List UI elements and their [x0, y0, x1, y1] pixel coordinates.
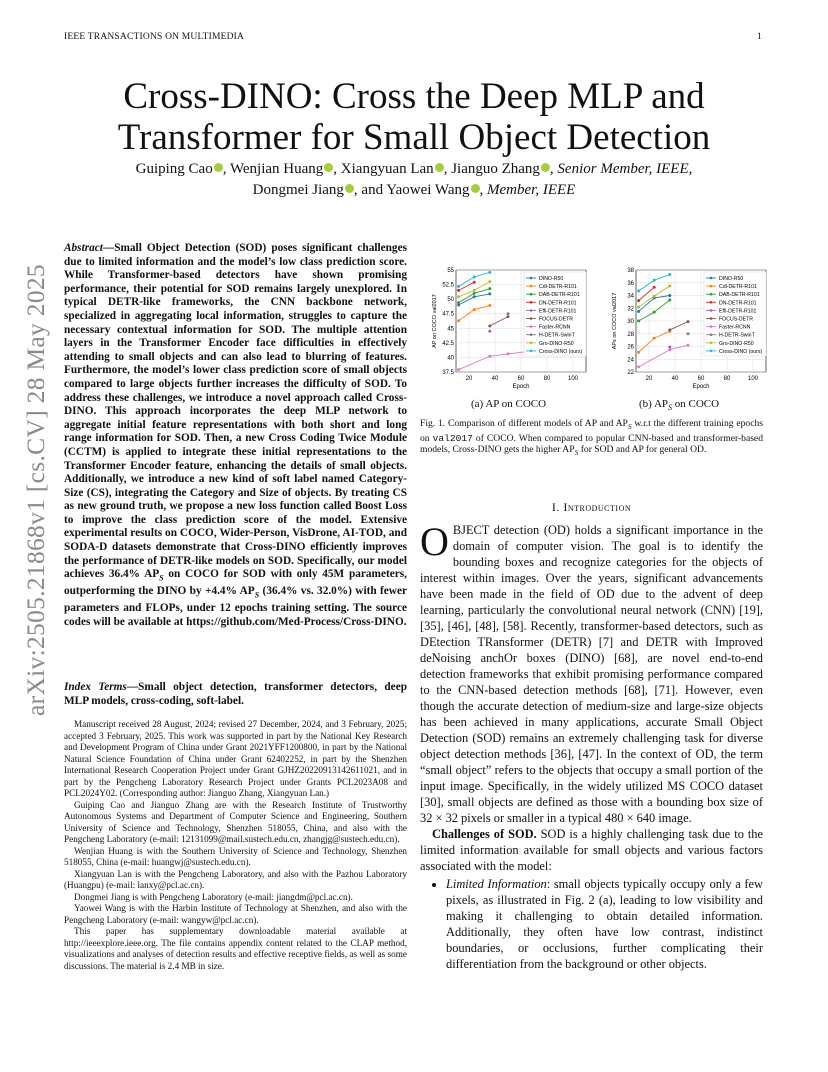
data-point [488, 304, 491, 307]
subscript: S [668, 403, 673, 413]
y-tick-label: 28 [627, 331, 634, 338]
data-point [687, 344, 690, 347]
abstract-label: Abstract [64, 242, 103, 254]
section-heading: I. Introduction [551, 500, 632, 514]
caption-text: w.r.t the different training epochs on [420, 418, 763, 444]
data-point [653, 311, 656, 314]
legend-marker [710, 293, 713, 296]
author-name: Xiangyuan Lan [340, 161, 434, 177]
author-name: Yaowei Wang [386, 182, 470, 198]
chart-aps [612, 268, 766, 390]
data-point [473, 289, 476, 292]
y-tick-label: 55 [447, 268, 454, 274]
author-name: Dongmei Jiang [252, 182, 344, 198]
x-axis-label: Epoch [512, 384, 530, 390]
data-point [457, 301, 460, 304]
legend-marker [710, 285, 713, 288]
data-point [473, 308, 476, 311]
caption-text: for SOD and AP for general OD. [578, 444, 707, 456]
data-point [653, 295, 656, 298]
abstract-text: (36.4% vs. 32.0%) with fewer parameters and FLOPs, under 12 epochs training setting. The source codes will be available at https://github.com/Med-Process/Cross-DINO. [64, 585, 407, 628]
data-point [488, 324, 491, 327]
legend-entry: Effi-DETR-R101 [719, 308, 757, 315]
legend-marker [710, 301, 713, 304]
y-tick-label: 37.5 [442, 370, 454, 376]
data-point [637, 320, 640, 323]
data-point [457, 319, 460, 322]
legend-entry: DN-DETR-R101 [719, 300, 757, 307]
y-tick-label: 36 [627, 280, 634, 287]
subscript: S [254, 590, 260, 600]
subscript: S [627, 421, 632, 431]
footnote: Wenjian Huang is with the Southern University of Science and Technology, Shenzhen 518055, China (e-mail: huangwj@sustech.edu.cn). [64, 845, 407, 867]
x-tick-label: 80 [723, 376, 731, 382]
subscript: S [159, 573, 164, 583]
series-line [639, 331, 670, 352]
footnote: Yaowei Wang is with the Harbin Institute of Technology at Shenzhen, and also with the Pengcheng Laboratory (e-mail: wangyw@pcl.ac.cn). [64, 903, 407, 925]
arxiv-stamp: arXiv:2505.21868v1 [cs.CV] 28 May 2025 [21, 264, 50, 716]
series-line [639, 345, 688, 367]
data-point [507, 315, 510, 318]
legend-entry: H-DETR-SwinT [719, 332, 755, 339]
data-point [653, 279, 656, 282]
legend-marker [530, 277, 533, 280]
orcid-icon[interactable] [435, 163, 444, 172]
data-point [457, 368, 460, 371]
orcid-icon[interactable] [324, 163, 333, 172]
legend-marker [530, 309, 533, 312]
x-tick-label: 20 [465, 376, 473, 382]
orcid-icon[interactable] [345, 184, 354, 193]
abstract [64, 242, 407, 629]
author-role: Member, IEEE [487, 182, 576, 198]
legend-entry: Effi-DETR-R101 [539, 308, 577, 315]
subfigure-label-text: on COCO [672, 398, 720, 410]
figure-1 [420, 262, 770, 400]
x-tick-label: 40 [491, 376, 499, 382]
y-tick-label: 52.5 [442, 282, 454, 289]
data-point [488, 287, 491, 290]
subfigure-label-text: (b) AP [639, 398, 669, 410]
data-point [488, 330, 491, 333]
y-tick-label: 42.5 [442, 340, 454, 347]
footnote: Manuscript received 28 August, 2024; revised 27 December, 2024, and 3 February, 2025; accepted 3 February, 2025. This work was supported in part by the National Key Research and Development Program of China under Grant 2021YFF1200800, in part by the National Natural Science Foundation of China under Grant 62402252, in part by the Shenzhen International Research Cooperation Project under Grant GJHZ20220913142611021, and in part by the Pengcheng Laboratory Research Project under Grants PCL2023A08 and PCL2024Y02. (Corresponding author: Jianguo Zhang, Xiangyuan Lan.) [64, 719, 407, 798]
data-point [637, 365, 640, 368]
data-point [637, 305, 640, 308]
legend-marker [710, 333, 713, 336]
data-point [637, 351, 640, 354]
y-axis-label: AP on COCO val2017 [432, 294, 438, 348]
data-point [473, 275, 476, 278]
data-point [488, 355, 491, 358]
caption-text: of COCO. When compared to popular CNN-based and transformer-based models, Cross-DINO gets the higher AP [420, 432, 763, 456]
data-point [473, 292, 476, 295]
x-tick-label: 100 [747, 376, 759, 382]
data-point [507, 312, 510, 315]
data-point [668, 294, 671, 297]
intro-paragraph [420, 519, 763, 826]
legend-entry: Faster-RCNN [719, 324, 751, 331]
data-point [637, 290, 640, 293]
journal-header: IEEE TRANSACTIONS ON MULTIMEDIA [64, 32, 245, 42]
footnote: Dongmei Jiang is with Pengcheng Laboratory (e-mail: jiangdm@pcl.ac.cn). [74, 891, 353, 902]
x-axis-label: Epoch [692, 384, 710, 390]
data-point [457, 289, 460, 292]
caption-text: Fig. 1. Comparison of different models of AP and AP [420, 418, 628, 429]
author-list: Guiping Cao , Wenjian Huang , Xiangyuan Lan , Jianguo Zhang , Senior Member, IEEE, Dongmei Jiang , and Yaowei Wang , Member, IEEE [135, 161, 693, 198]
legend-entry: FOCUS-DETR [539, 316, 574, 323]
y-tick-label: 30 [627, 319, 634, 325]
legend-entry: Cdl-DETR-R101 [539, 284, 577, 291]
legend-marker [530, 325, 533, 328]
legend-marker [710, 342, 713, 345]
orcid-icon[interactable] [214, 163, 223, 172]
legend-entry: H-DETR-SwinT [539, 332, 575, 339]
data-point [637, 299, 640, 302]
legend-entry: DN-DETR-R101 [539, 300, 577, 307]
paper-title: Cross-DINO: Cross the Deep MLP and Transformer for Small Object Detection [117, 76, 711, 158]
legend-marker [530, 293, 533, 296]
legend-entry: DINO-R50 [719, 276, 744, 282]
y-tick-label: 34 [627, 293, 634, 300]
data-point [668, 348, 671, 351]
intro-text: SOD is a highly challenging task due to the limited information available for small objects and various factors associated with the model: [420, 827, 763, 873]
data-point [488, 292, 491, 295]
series-line [459, 282, 475, 290]
y-tick-label: 32 [627, 306, 634, 313]
data-point [687, 332, 690, 335]
legend-entry: DAB-DETR-R101 [719, 292, 760, 299]
series-line [459, 306, 490, 321]
y-tick-label: 38 [627, 268, 634, 274]
caption-code: val2017 [432, 432, 473, 444]
data-point [457, 285, 460, 288]
list-item [446, 876, 763, 972]
y-axis-label: APs on COCO val2017 [612, 292, 618, 350]
legend-entry: Faster-RCNN [539, 324, 571, 331]
series-line [490, 317, 508, 326]
x-tick-label: 40 [671, 376, 679, 382]
author-role: Senior Member, IEEE, [557, 161, 693, 177]
challenge-list [420, 876, 763, 972]
legend-marker [710, 277, 713, 280]
y-tick-label: 45 [447, 326, 454, 333]
data-point [668, 273, 671, 276]
subfigure-label-b [639, 398, 719, 412]
subscript: S [574, 448, 579, 457]
legend-marker [530, 342, 533, 345]
legend-marker [530, 333, 533, 336]
legend-entry: FOCUS-DETR [719, 316, 754, 323]
legend-marker [710, 309, 713, 312]
x-tick-label: 60 [517, 376, 525, 382]
footnotes [64, 719, 407, 972]
data-point [488, 271, 491, 274]
x-tick-label: 20 [645, 376, 653, 382]
data-point [687, 320, 690, 323]
y-tick-label: 40 [447, 355, 454, 362]
data-point [473, 295, 476, 298]
orcid-icon[interactable] [541, 163, 550, 172]
legend-marker [530, 317, 533, 320]
data-point [668, 298, 671, 301]
data-point [457, 295, 460, 298]
index-terms-label: Index Terms [64, 681, 127, 693]
abstract-text: on COCO for SOD with only 45M parameters, outperforming the DINO by +4.4% AP [64, 568, 407, 598]
chart-ap [432, 268, 586, 390]
series-line [639, 300, 670, 321]
y-tick-label: 22 [627, 370, 634, 376]
orcid-icon[interactable] [471, 184, 480, 193]
data-point [653, 286, 656, 289]
intro-paragraph [420, 826, 763, 874]
legend-marker [710, 325, 713, 328]
y-tick-label: 47.5 [442, 311, 454, 318]
paragraph-label: Challenges of SOD. [432, 827, 537, 841]
legend-marker [530, 350, 533, 353]
drop-cap: O [420, 519, 449, 564]
author-name: Guiping Cao [135, 161, 213, 177]
legend-entry: DINO-R50 [539, 276, 564, 282]
legend-entry: DAB-DETR-R101 [539, 292, 580, 299]
x-tick-label: 80 [543, 376, 551, 382]
data-point [637, 310, 640, 313]
list-item-text: : small objects typically occupy only a few pixels, as illustrated in Fig. 2 (a), leading to low visibility and making it challenging to obtain detailed information. Additionally, they often have low contrast, indistinct boundaries, or occlusions, further complicating their differentiation from the background or other objects. [446, 877, 763, 971]
data-point [473, 281, 476, 284]
author-name: Wenjian Huang [229, 161, 324, 177]
introduction-body [420, 519, 763, 972]
data-point [488, 280, 491, 283]
footnote: This paper has supplementary downloadable material available at http://ieeexplore.ieee.org. The file contains appendix content related to the CLAP method, visualizations and analyses of detection results and effective receptive fields, as well as some discussions. The material is 2.4 MB in size. [64, 926, 407, 971]
footnote: Guiping Cao and Jianguo Zhang are with the Research Institute of Trustworthy Autonomous Systems and Department of Computer Science and Engineering, Southern University of Science and Technology, Shenzhen 518055, China, and also with the Pengcheng Laboratory (e-mail: 12131099@mail.sustech.edu.cn, zhangjg@sustech.edu.cn). [64, 799, 407, 844]
legend-marker [710, 317, 713, 320]
x-tick-label: 60 [697, 376, 705, 382]
y-tick-label: 24 [627, 357, 634, 364]
data-point [507, 352, 510, 355]
author-name: Jianguo Zhang [451, 161, 540, 177]
legend-marker [530, 285, 533, 288]
series-line [670, 322, 688, 330]
y-tick-label: 26 [627, 344, 634, 351]
legend-entry: Gro-DINO-R50 [719, 340, 754, 347]
footnote: Xiangyuan Lan is with the Pengcheng Laboratory, and also with the Pazhou Laboratory (Huangpu) (e-mail: lanxy@pcl.ac.cn). [64, 868, 407, 890]
legend-entry: Cross-DINO (ours) [539, 348, 583, 355]
subfigure-label-a: (a) AP on COCO [471, 398, 547, 410]
x-tick-label: 100 [567, 376, 579, 382]
index-terms-text: —Small object detection, transformer detectors, deep MLP models, cross-coding, soft-label. [64, 681, 407, 707]
figure-caption [420, 418, 763, 459]
abstract-text: —Small Object Detection (SOD) poses significant challenges due to limited information and the model’s low class prediction score. While Transformer-based detectors have shown promising performance, their potential for SOD remains largely unexplored. In typical DETR-like frameworks, the CNN backbone network, specialized in aggregating local information, struggles to capture the necessary contextual information for SOD. The multiple attention layers in the Transformer Encoder face difficulties in effectively attending to small objects and can also lead to blurring of features. Furthermore, the model’s lower class prediction score of small objects compared to large objects further increases the difficulty of SOD. To address these challenges, we introduce a novel approach called Cross-DINO. This approach incorporates the deep MLP network to aggregate initial feature representations with both short and long range information for SOD. Then, a new Cross Coding Twice Module (CCTM) is applied to integrate these initial representations to the Transformer Encoder feature, enhancing the details of small objects. Additionally, we introduce a new kind of soft label named Category-Size (CS), integrating the Category and Size of objects. By treating CS as new ground truth, we propose a new loss function called Boost Loss to improve the class prediction score of the model. Extensive experimental results on COCO, Wider-Person, VisDrone, AI-TOD, and SODA-D datasets demonstrate that Cross-DINO efficiently improves the performance of DETR-like models on SOD. Specifically, our model achieves 36.4% AP [64, 242, 407, 581]
legend-entry: Gro-DINO-R50 [539, 340, 574, 347]
legend-marker [530, 301, 533, 304]
index-terms [64, 681, 407, 708]
data-point [653, 337, 656, 340]
list-item-label: Limited Information [446, 877, 547, 891]
y-tick-label: 50 [447, 297, 454, 304]
legend-entry: Cross-DINO (ours) [719, 348, 763, 355]
page-number: 1 [757, 32, 762, 42]
data-point [668, 284, 671, 287]
data-point [668, 328, 671, 331]
intro-text: BJECT detection (OD) holds a significant importance in the domain of computer vision. The goal is to identify the bounding boxes and recognize categories for the objects of interest within images. Over the years, significant advancements have been made in the field of OD due to the advent of deep learning, particularly the convolutional neural network (CNN) [19], [35], [46], [48], [58]. Recently, transformer-based detectors, such as DEtection TRansformer (DETR) [7] and DETR with Improved deNoising anchOr boxes (DINO) [68], are novel end-to-end detection frameworks that exhibit promising performance compared to the CNN-based detection methods [68], [71]. However, even though the accurate detection of medium-size and large-size objects has been achieved in many applications, accurate Small Object Detection (SOD) remains an extremely challenging task for diverse object detection methods [36], [47]. In the context of OD, the term “small object” refers to the objects that occupy a small portion of the input image. Specifically, in the widely utilized MS COCO dataset [30], small objects are defined as those with a bounding box size of 32 × 32 pixels or smaller in a typical 480 × 640 image. [420, 523, 763, 825]
legend-entry: Cdl-DETR-R101 [719, 284, 757, 291]
legend-marker [710, 350, 713, 353]
